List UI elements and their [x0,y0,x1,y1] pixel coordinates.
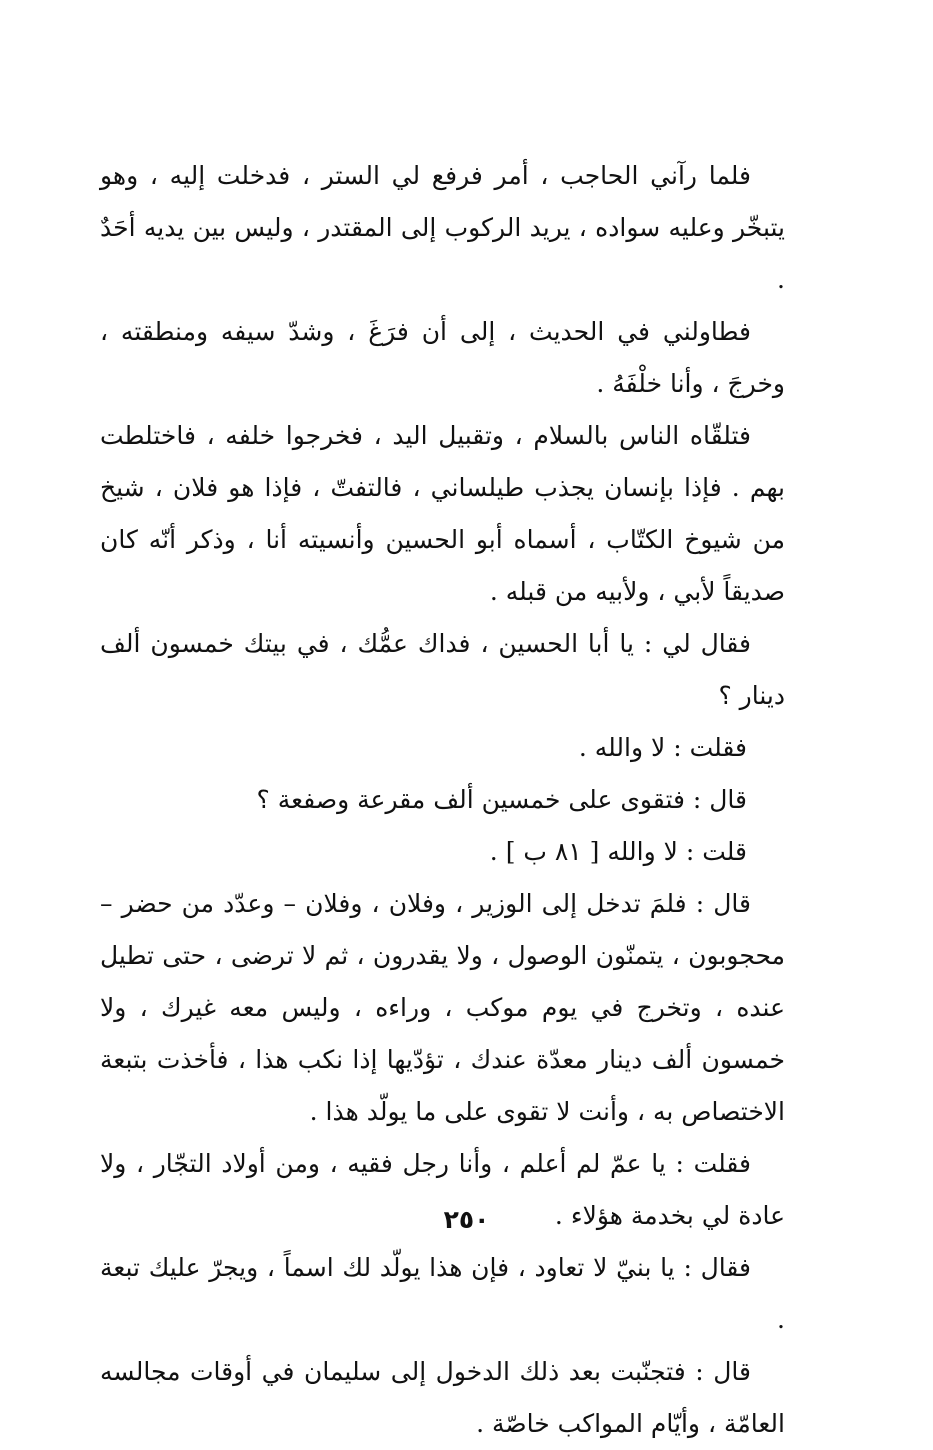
paragraph-5: فقلت : لا والله . [578,733,747,762]
page-number: ٢٥٠ [443,1205,490,1234]
paragraph-9: فقلت : يا عمّ لم أعلم ، وأنا رجل فقيه ، ومن أولاد التجّار ، ولا عادة لي بخدمة هؤلاء . [100,1149,785,1230]
paragraph-10: فقال : يا بنيّ لا تعاود ، فإن هذا يولّد لك اسماً ، ويجرّ عليك تبعة . [100,1253,785,1334]
paragraph-11: قال : فتجنّبت بعد ذلك الدخول إلى سليمان في أوقات مجالسه العامّة ، وأيّام المواكب خاصّة . [100,1357,785,1438]
paragraph-3: فتلقّاه الناس بالسلام ، وتقبيل اليد ، فخرجوا خلفه ، فاختلطت بهم . فإذا بإنسان يجذب طيلساني ، فالتفتّ ، فإذا هو فلان ، شيخ من شيوخ الكتّاب ، أسماه أبو الحسين وأنسيته أنا ، وذكر أنّه كان صديقاً لأبي ، ولأبيه من قبله . [100,421,785,606]
paragraph-7: قلت : لا والله [ ٨١ ب ] . [489,837,747,866]
paragraph-4: فقال لي : يا أبا الحسين ، فداك عمُّك ، في بيتك خمسون ألف دينار ؟ [100,629,785,710]
paragraph-2: فطاولني في الحديث ، إلى أن فرَغَ ، وشدّ سيفه ومنطقته ، وخرجَ ، وأنا خلْفَهُ . [100,317,785,398]
paragraph-8: قال : فلمَ تدخل إلى الوزير ، وفلان ، وفلان – وعدّد من حضر – محجوبون ، يتمنّون الوصول ، ولا يقدرون ، ثم لا ترضى ، حتى تطيل عنده ، وتخرج في يوم موكب ، وراءه ، وليس معه غيرك ، ولا خمسون ألف دينار معدّة عندك ، تؤدّيها إذا نكب هذا ، فأخذت بتبعة الاختصاص به ، وأنت لا تقوى على ما يولّد هذا . [100,889,785,1126]
paragraph-6: قال : فتقوى على خمسين ألف مقرعة وصفعة ؟ [256,785,747,814]
paragraph-1: فلما رآني الحاجب ، أمر فرفع لي الستر ، فدخلت إليه ، وهو يتبخّر وعليه سواده ، يريد الركوب إلى المقتدر ، وليس بين يديه أحَدٌ . [100,161,785,294]
body-text [100,150,785,1450]
